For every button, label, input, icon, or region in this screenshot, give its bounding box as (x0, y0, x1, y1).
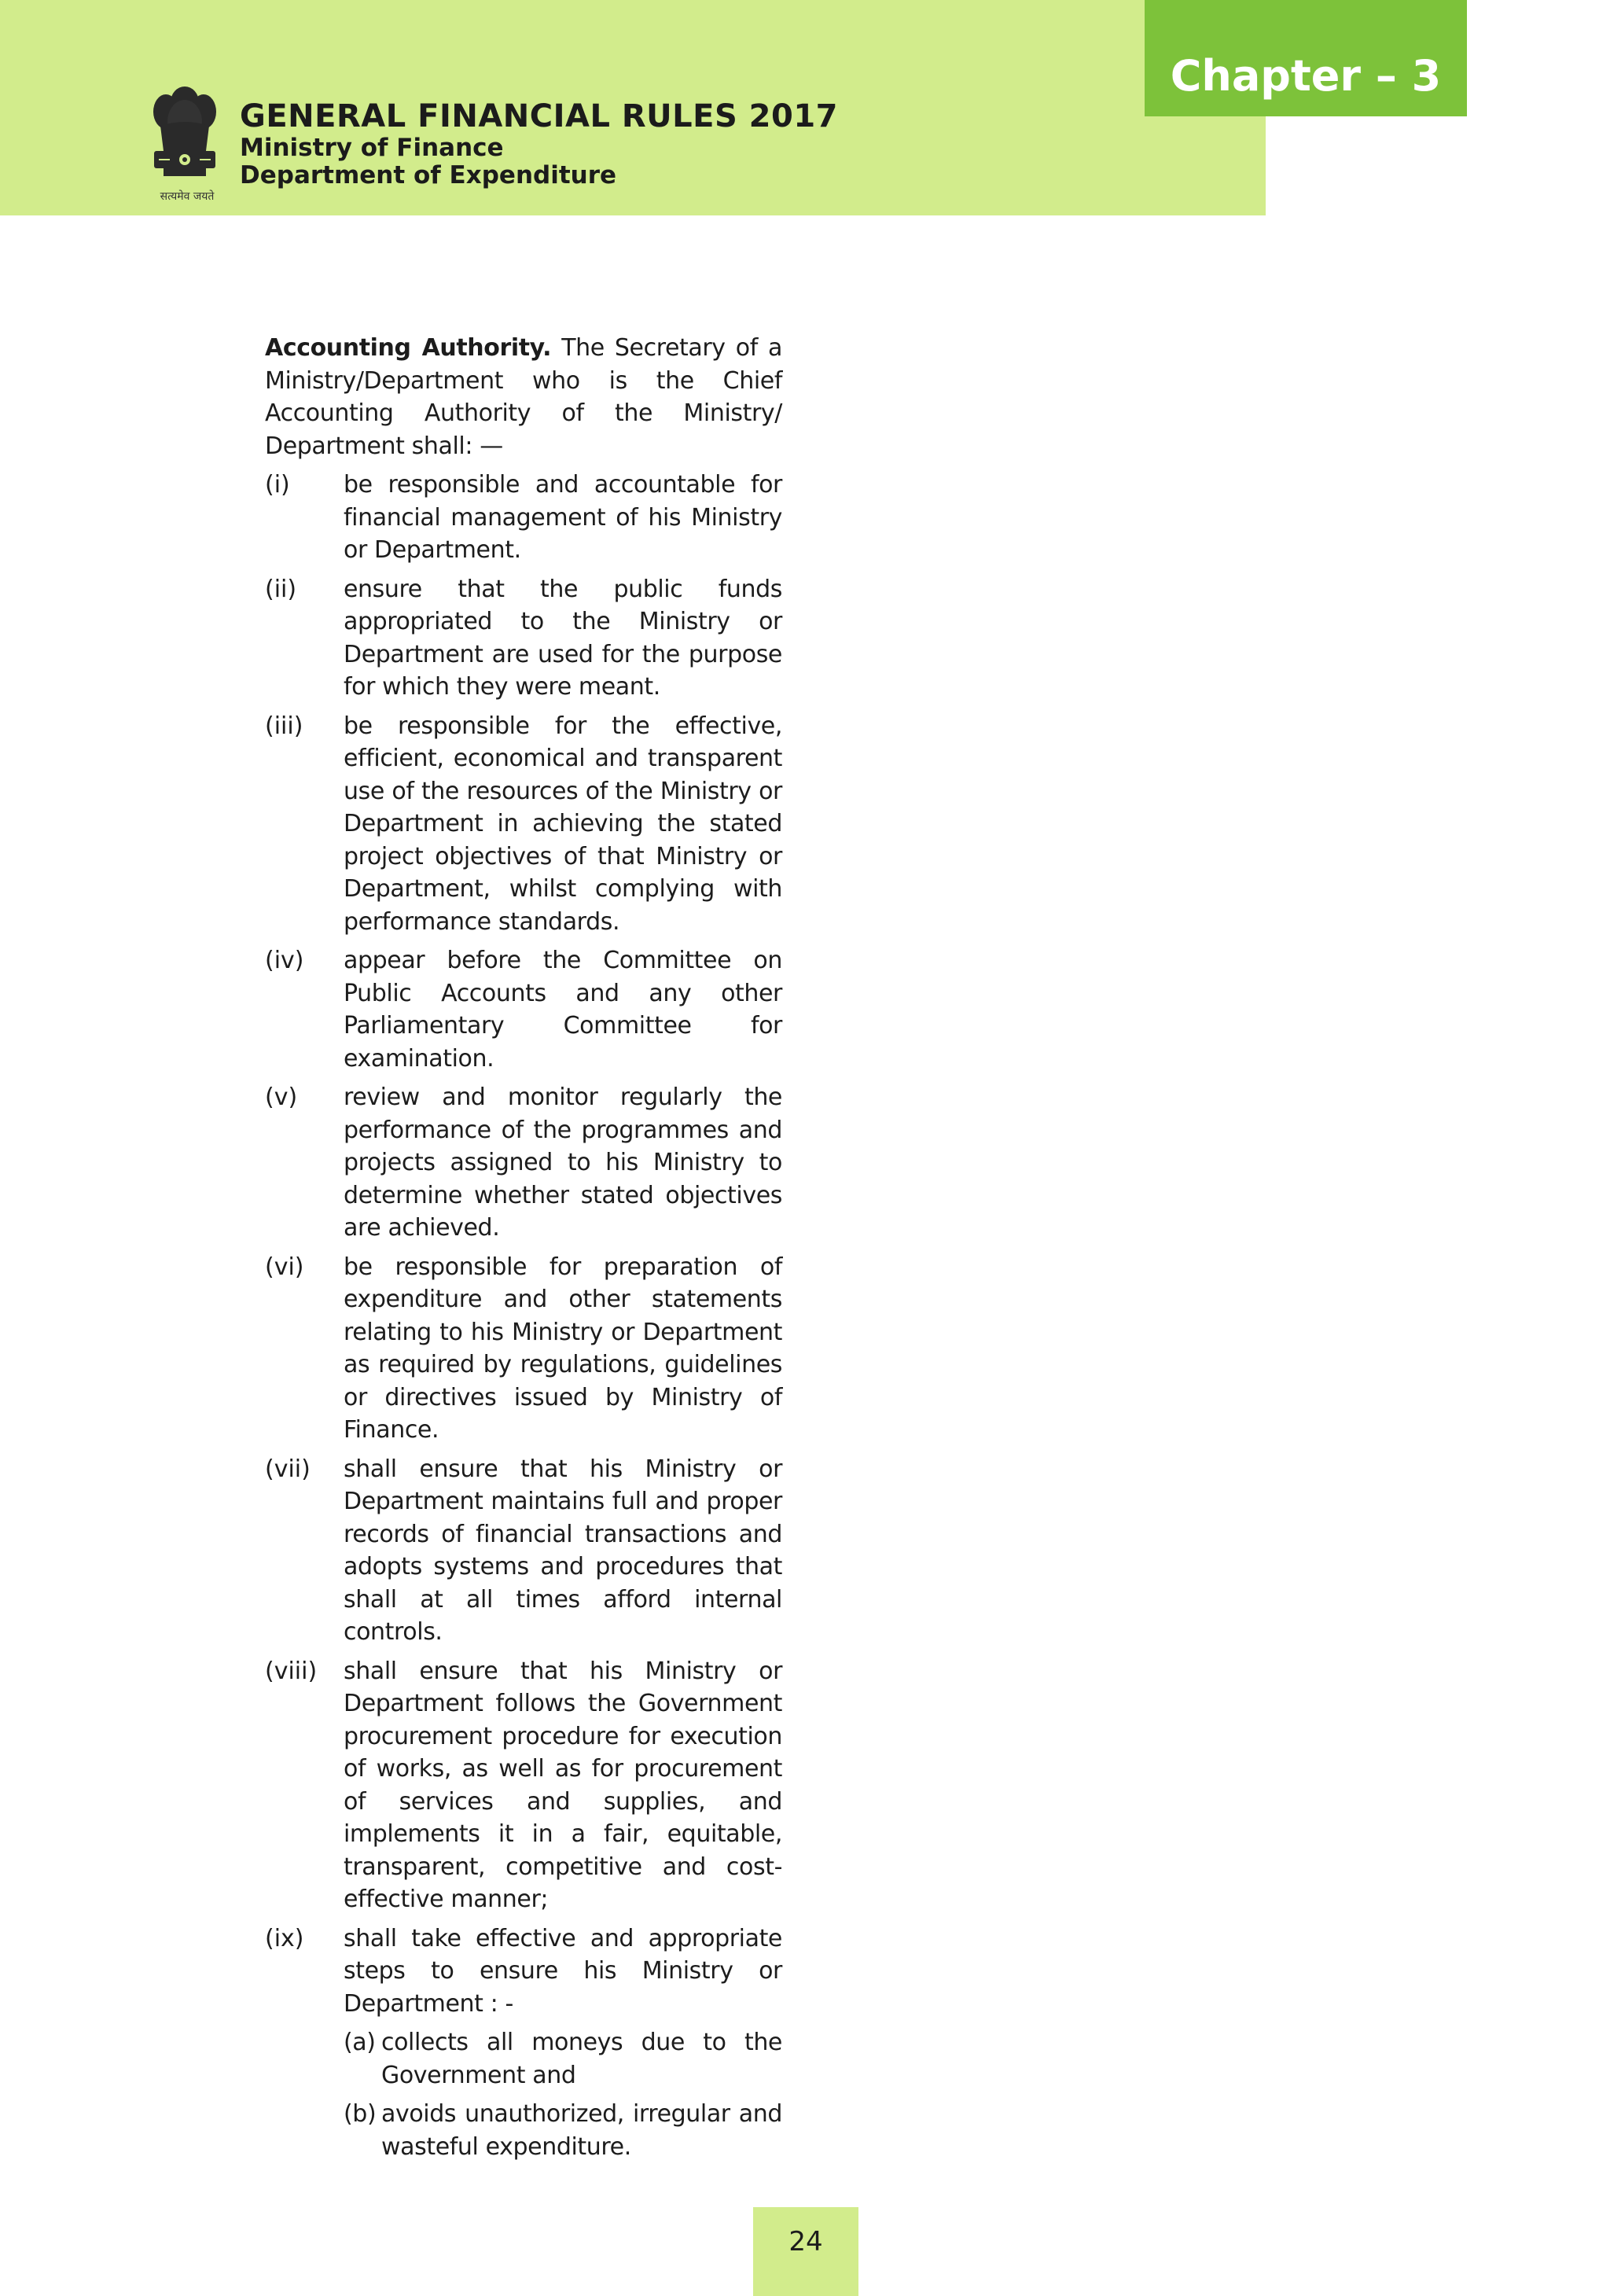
item-text: be responsible and accountable for financial management of his Ministry or Department. (344, 471, 782, 564)
item-body (344, 1923, 782, 2164)
sub-item-text: avoids unauthorized, irregular and wasteful expenditure. (381, 2100, 782, 2161)
item-number: (iv) (265, 947, 304, 974)
list-item (265, 944, 782, 1075)
rule-intro-text: The Secretary of a Ministry/Department who is the Chief Accounting Authority of the Ministry/ Department shall: — (265, 334, 782, 460)
item-number: (vii) (265, 1455, 311, 1483)
item-text: shall ensure that his Ministry or Department follows the Government procurement procedure for execution of works, as well as for procurement of services and supplies, and implements it in a fair, equitable, transparent, competitive and cost-effective manner; (344, 1657, 782, 1913)
sub-item-letter: (a) (344, 2029, 376, 2056)
sub-list-item (344, 2026, 782, 2092)
national-emblem-icon (146, 79, 223, 204)
page-number-tab (753, 2207, 858, 2296)
list-item (265, 1655, 782, 1916)
item-text: shall ensure that his Ministry or Department maintains full and proper records of financial transactions and adopts systems and procedures that shall at all times afford internal controls. (344, 1455, 782, 1646)
item-number: (ii) (265, 575, 297, 603)
list-item (265, 1453, 782, 1649)
item-number: (i) (265, 471, 290, 499)
emblem-motto: सत्यमेव जयते (160, 190, 215, 203)
item-number: (iii) (265, 712, 303, 740)
list-item (265, 1923, 782, 2164)
list-item (265, 573, 782, 704)
list-item (265, 1081, 782, 1245)
page-number: 24 (788, 2226, 823, 2257)
item-text: review and monitor regularly the performance of the programmes and projects assigned to his Ministry to determine whether stated objectives are achieved. (344, 1084, 782, 1242)
item-text: ensure that the public funds appropriated to the Ministry or Department are used for the purpose for which they were meant. (344, 575, 782, 701)
item-number: (ix) (265, 1924, 304, 1952)
item-text: appear before the Committee on Public Accounts and any other Parliamentary Committee for examination. (344, 947, 782, 1073)
sub-list-item (344, 2098, 782, 2163)
item-text: shall take effective and appropriate steps to ensure his Ministry or Department : - (344, 1924, 782, 2018)
list-item (265, 469, 782, 567)
rule-body (265, 332, 782, 2169)
item-number: (viii) (265, 1657, 318, 1685)
ministry-name: Ministry of Finance (240, 134, 504, 162)
sub-item-text: collects all moneys due to the Government and (381, 2029, 782, 2089)
item-number: (v) (265, 1084, 298, 1111)
list-item (265, 1251, 782, 1447)
item-text: be responsible for the effective, efficient, economical and transparent use of the resources of the Ministry or Department in achieving the stated project objectives of that Ministry or Department, whilst complying with performance standards. (344, 712, 782, 936)
list-item (265, 710, 782, 939)
sub-item-letter: (b) (344, 2100, 377, 2128)
chapter-label: Chapter – 3 (1170, 51, 1442, 101)
department-name: Department of Expenditure (240, 161, 617, 189)
rule-heading: Accounting Authority. (265, 334, 552, 362)
chapter-tab (1145, 0, 1467, 116)
document-title: GENERAL FINANCIAL RULES 2017 (240, 98, 839, 134)
rule-intro (265, 332, 782, 462)
item-text: be responsible for preparation of expenditure and other statements relating to his Ministry or Department as required by regulations, guidelines or directives issued by Ministry of Finance. (344, 1253, 782, 1444)
item-number: (vi) (265, 1253, 304, 1281)
